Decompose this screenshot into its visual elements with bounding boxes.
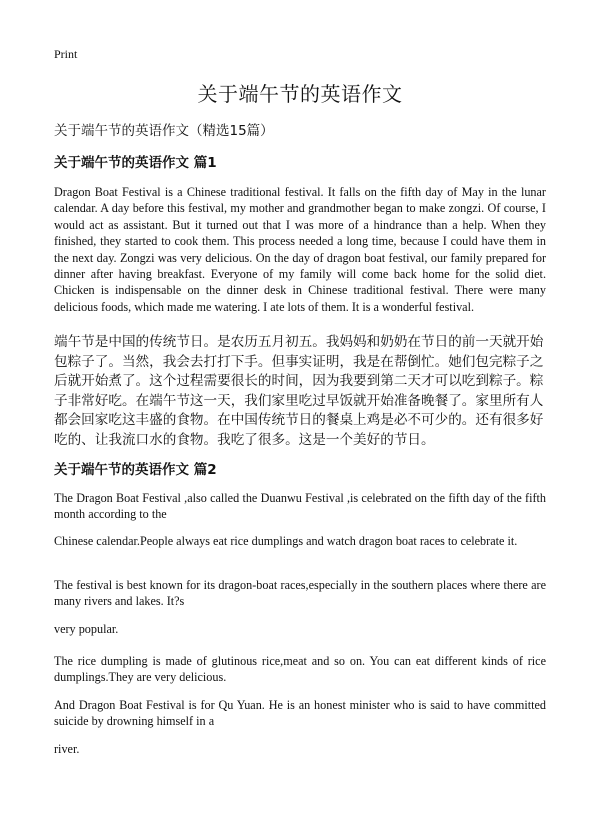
section-2-paragraph-2: Chinese calendar.People always eat rice dumplings and watch dragon boat races to celebrate it.	[54, 534, 518, 548]
section-heading-2: 关于端午节的英语作文 篇2	[54, 462, 217, 478]
section-2-paragraph-5: The rice dumpling is made of glutinous rice,meat and so on. You can eat different kinds of rice dumplings.They are very delicious.	[54, 654, 546, 685]
document-title: 关于端午节的英语作文	[197, 82, 403, 106]
section-heading-1: 关于端午节的英语作文 篇1	[54, 155, 217, 171]
print-link[interactable]: Print	[54, 47, 78, 61]
section-2-paragraph-6: And Dragon Boat Festival is for Qu Yuan. He is an honest minister who is said to have committed suicide by drowning himself in a	[54, 698, 546, 729]
section-1-english-paragraph: Dragon Boat Festival is a Chinese traditional festival. It falls on the fifth day of May in the lunar calendar. A day before this festival, my mother and grandmother began to make zongzi. Of course, I would act as assistant. But it turned out that I was more of a hindrance than a help. When they finished, they started to cook them. This process needed a long time, because I could have them in the next day. Zongzi was very delicious. On the day of dragon boat festival, our family prepared for dinner after having breakfast. Everyone of my family will come back home for the solid diet. Chicken is indispensable on the dinner desk in Chinese traditional festival. There were many delicious foods, which made me watering. I ate lots of them. It is a wonderful festival.	[54, 185, 546, 314]
section-2-paragraph-1: The Dragon Boat Festival ,also called the Duanwu Festival ,is celebrated on the fifth day of the fifth month according to the	[54, 491, 546, 522]
section-1-chinese-paragraph: 端午节是中国的传统节日。是农历五月初五。我妈妈和奶奶在节日的前一天就开始包粽子了。当然，我会去打打下手。但事实证明，我是在帮倒忙。她们包完粽子之后就开始煮了。这个过程需要很长的时间，因为我要到第二天才可以吃到粽子。粽子非常好吃。在端午节这一天，我们家里吃过早饭就开始准备晚餐了。家里所有人都会回家吃这丰盛的食物。在中国传统节日的餐桌上鸡是必不可少的。还有很多好吃的、让我流口水的食物。我吃了很多。这是一个美好的节日。	[54, 334, 544, 448]
document-subtitle: 关于端午节的英语作文（精选15篇）	[54, 123, 274, 139]
section-2-paragraph-3: The festival is best known for its dragon-boat races,especially in the southern places where there are many rivers and lakes. It?s	[54, 578, 546, 609]
section-2-paragraph-7: river.	[54, 742, 80, 756]
section-2-paragraph-4: very popular.	[54, 622, 119, 636]
